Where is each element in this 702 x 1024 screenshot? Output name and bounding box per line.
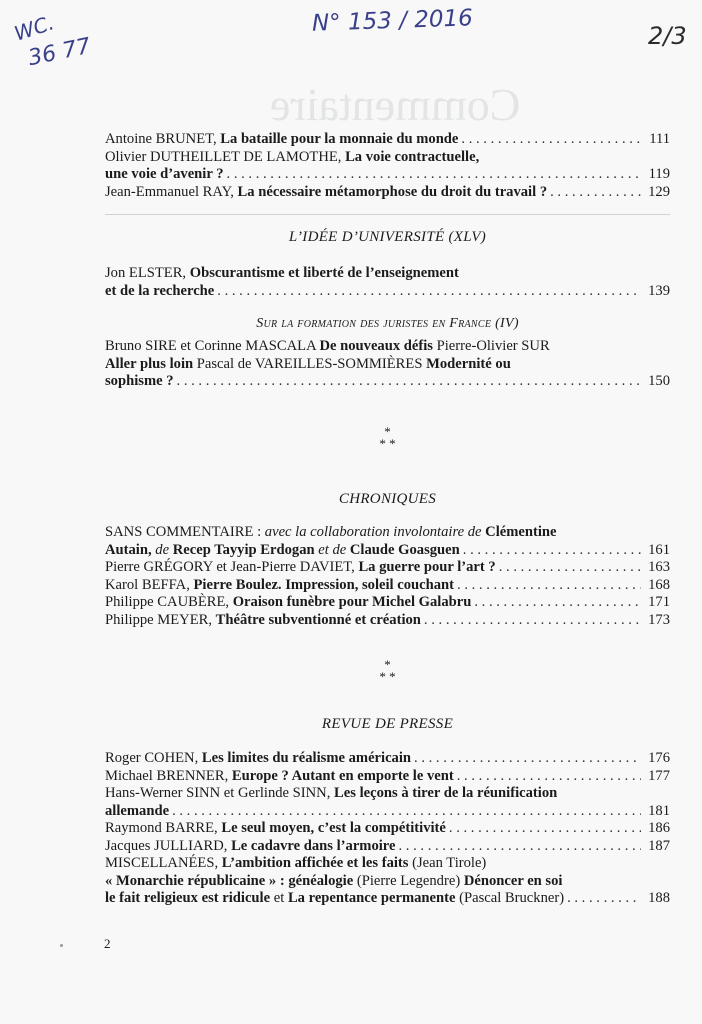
page-ref: 176 [648,750,670,766]
toc-entry [105,265,670,283]
toc-entry [105,768,670,786]
entry-text [105,356,511,374]
entry-text [105,577,454,595]
entry-author: Raymond BARRE, [105,820,222,836]
entry-title: Théâtre subventionné et création [215,611,421,628]
handwritten-call-number: 36 77 [26,33,93,72]
entry-title: La bataille pour la monnaie du monde [220,131,459,147]
entry-title: L’ambition affichée et les faits [221,855,409,871]
entry-text [105,612,421,630]
entry-title: Aller plus loin [105,355,194,372]
entry-note: avec la collaboration involontaire de [264,524,486,540]
handwritten-page-mark: 2/3 [648,22,687,50]
page-ref: 168 [648,576,670,593]
entry-title: Clémentine [485,524,557,540]
toc-entry [105,803,670,821]
bleed-through-title: Commentaire [270,79,521,130]
entry-text [105,166,224,184]
leader-dots [550,184,641,202]
entry-author: (Pascal Bruckner) [455,890,565,906]
toc-entry [105,873,670,891]
entry-text [105,873,562,891]
toc-entry [105,184,670,202]
entry-title: La guerre pour l’art ? [358,559,496,575]
handwritten-issue-number: N° 153 / 2016 [311,5,474,37]
entry-title: et de la recherche [105,282,215,299]
entry-text [105,768,454,786]
leader-dots [424,612,641,630]
entry-author: Pierre GRÉGORY et Jean-Pierre DAVIET, [105,559,359,575]
entry-author: MISCELLANÉES, [105,855,222,871]
page-ref: 139 [648,282,670,299]
heading-chroniques: CHRONIQUES [338,491,437,507]
toc-entry [105,785,670,803]
entry-text [105,785,557,803]
entry-author: Hans-Werner SINN et Gerlinde SINN, [105,785,335,801]
page-ref: 181 [648,802,670,819]
toc-chroniques [105,524,670,629]
separator-stars [105,426,670,450]
entry-title: Les leçons à tirer de la réunification [334,785,558,801]
entry-text [105,283,214,301]
handwritten-wc: WC. [11,10,57,46]
leader-dots [457,768,641,786]
separator-stars-2 [105,659,670,683]
entry-title: le fait religieux est ridicule [105,890,271,906]
entry-author: Philippe CAUBÈRE, [105,594,233,610]
entry-author: Bruno SIRE et Corinne MASCALA [105,338,320,354]
page-ref: 150 [648,373,670,389]
entry-author: et [270,890,288,906]
entry-title: Le seul moyen, c’est la compétitivité [221,820,446,836]
entry-text [105,559,496,577]
entry-title: Pierre Boulez. Impression, soleil couchant [193,576,455,593]
toc-entry [105,131,670,149]
toc-universite [105,265,670,300]
leader-dots [449,820,641,838]
entry-text [105,890,564,908]
toc-entry [105,838,670,856]
entry-text [105,184,547,202]
toc-entry [105,594,670,612]
entry-text [105,338,550,356]
entry-author: Karol BEFFA, [105,576,194,593]
entry-title: La voie contractuelle, [345,148,480,165]
entry-text [105,750,411,768]
entry-title: Oraison funèbre pour Michel Galabru [232,594,472,610]
toc-entry [105,166,670,184]
leader-dots [463,542,641,560]
heading-juristes: Sur la formation des juristes en France (IV) [256,316,519,331]
toc-entry [105,283,670,301]
leader-dots [567,890,641,908]
entry-title: Le cadavre dans l’armoire [231,837,396,854]
star-top: * [384,657,391,672]
divider [105,214,670,215]
leader-dots [414,750,641,768]
star-bottom: * * [379,436,396,451]
entry-author: (Pierre Legendre) [353,872,464,889]
toc-entry [105,820,670,838]
leader-dots [461,131,641,149]
entry-text [105,131,458,149]
page-ref: 186 [648,820,670,836]
toc-entry [105,750,670,768]
toc-entry [105,559,670,577]
page-ref: 177 [648,767,670,784]
entry-author: Pascal de VAREILLES-SOMMIÈRES [193,355,427,372]
entry-title: Autain, [105,541,156,558]
entry-title: généalogie [288,872,354,889]
toc-top [105,131,670,201]
entry-title: Modernité ou [426,355,511,372]
entry-author: SANS COMMENTAIRE : [105,524,265,540]
entry-author: Jacques JULLIARD, [105,837,232,854]
entry-author: Pierre-Olivier SUR [432,338,550,354]
heading-universite: L’IDÉE D’UNIVERSITÉ (XLV) [288,229,487,245]
entry-title: De nouveaux défis [319,338,433,354]
entry-text [105,542,460,560]
toc-entry [105,612,670,630]
entry-title: Dénoncer en soi [463,872,563,889]
entry-author: Antoine BRUNET, [105,131,221,147]
toc-entry [105,542,670,560]
leader-dots [474,594,641,612]
entry-author: Jean-Emmanuel RAY, [105,183,238,200]
entry-text [105,820,446,838]
leader-dots [457,577,641,595]
toc-entry [105,373,670,391]
entry-note: et de [318,541,350,558]
entry-author: Philippe MEYER, [105,611,216,628]
toc-entry [105,890,670,908]
entry-author: (Jean Tirole) [408,855,487,871]
toc-entry [105,338,670,356]
page-ref: 161 [648,541,670,558]
toc-juristes [105,338,670,391]
page-ref: 119 [648,166,670,182]
entry-author: Michael BRENNER, [105,767,232,784]
toc-entry [105,356,670,374]
entry-title: Claude Goasguen [349,541,460,558]
page-ref: 173 [648,611,670,628]
entry-title: une voie d’avenir ? [105,166,224,182]
page-ref: 111 [649,131,670,147]
toc-entry [105,149,670,167]
star-bottom: * * [379,669,396,684]
leader-dots [227,166,641,184]
entry-text [105,838,396,856]
star-top: * [384,424,391,439]
page-number: 2 [104,936,111,951]
entry-title: allemande [105,802,170,819]
toc-entry [105,524,670,542]
entry-text [105,803,169,821]
toc-entry [105,577,670,595]
entry-text [105,524,557,542]
entry-text [105,855,486,873]
entry-text [105,149,479,167]
entry-author: Olivier DUTHEILLET DE LAMOTHE, [105,148,346,165]
toc-entry [105,855,670,873]
page-ref: 129 [648,183,670,200]
leader-dots [177,373,641,391]
leader-dots [399,838,642,856]
leader-dots [499,559,641,577]
entry-title: La repentance permanente [287,890,456,906]
entry-text [105,265,459,283]
scan-speck [60,944,63,947]
page-ref: 188 [648,890,670,906]
entry-title: « Monarchie républicaine » : [105,872,289,889]
toc-presse [105,750,670,908]
heading-revue-presse: REVUE DE PRESSE [321,716,454,732]
entry-title: sophisme ? [105,373,174,389]
entry-author: Jon ELSTER, [105,265,190,281]
entry-title: Les limites du réalisme américain [201,750,412,766]
entry-title: Recep Tayyip Erdogan [172,541,319,558]
entry-title: Obscurantisme et liberté de l’enseignement [189,265,459,281]
page-ref: 171 [648,594,670,610]
entry-text [105,594,471,612]
leader-dots [172,803,641,821]
page-ref: 163 [648,559,670,575]
entry-title: Europe ? Autant en emporte le vent [231,767,454,784]
entry-title: La nécessaire métamorphose du droit du travail ? [237,183,548,200]
entry-note: de [155,541,173,558]
leader-dots [217,283,641,301]
page-ref: 187 [648,837,670,854]
entry-author: Roger COHEN, [105,750,202,766]
entry-text [105,373,174,391]
